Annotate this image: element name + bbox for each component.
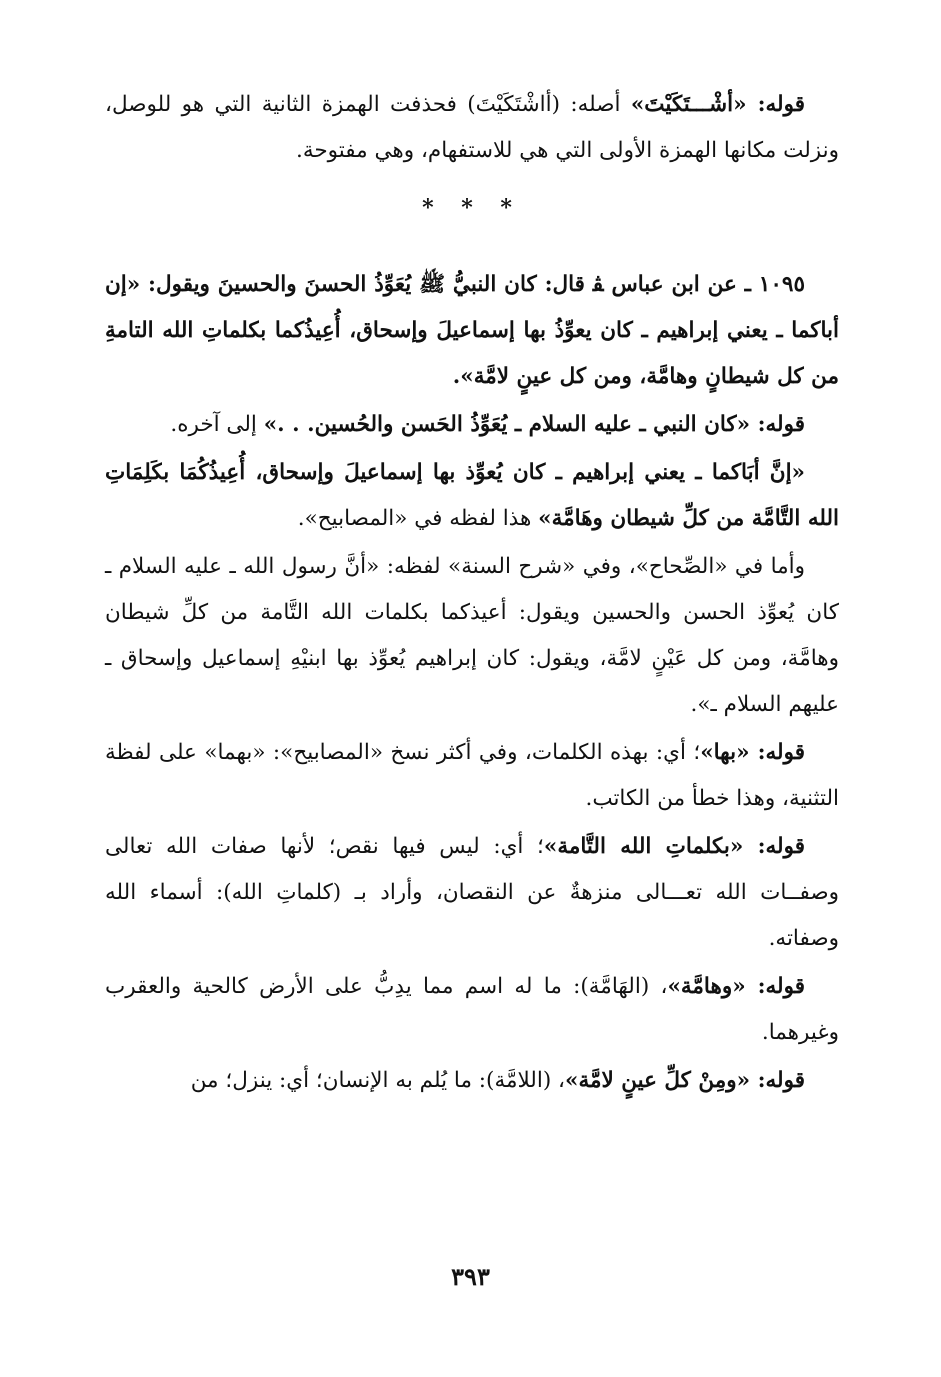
paragraph-3 <box>105 450 839 542</box>
hadith-bold-text: ١٠٩٥ ـ عن ابن عباس ﭭ قال: كان النبيُّ ﷺ يُعَوِّذُ الحسنَ والحسينَ ويقول: «إن أباكما ـ يعني إبراهيم ـ كان يعوِّذُ بها إسماعيلَ وإسحاق، أُعِيذُكما بكلماتِ الله التامةِ من كل شيطانٍ وهامَّة، ومن كل عينٍ لامَّة». <box>105 272 839 389</box>
paragraph-6-text: ؛ أي: ليس فيها نقص؛ لأنها صفات الله تعالى وصفــات الله تعـــالى منزهةٌ عن النقصان، وأراد بـ (كلماتِ الله): أسماء الله وصفاته. <box>105 834 839 951</box>
paragraph-6-lead: قوله: «بكلماتِ الله التَّامة» <box>543 834 805 859</box>
hadith-text <box>105 262 839 400</box>
paragraph-2-lead: قوله: «كان النبي ـ عليه السلام ـ يُعَوِّذُ الحَسن والحُسين. . .» <box>263 412 805 437</box>
section-separator: * * * <box>422 195 522 221</box>
paragraph-3-quote: «إنَّ أبَاكما ـ يعني إبراهيم ـ كان يُعوِّذ بها إسماعيلَ وإسحاق، أُعِيذُكُمَا بكَلِمَاتِ الله التَّامَّة من كلِّ شيطان وهَامَّة» <box>105 460 839 531</box>
paragraph-7-lead: قوله: «وهامَّة» <box>667 974 805 999</box>
paragraph-1-lead: قوله: «أشْـــتَكَيْتَ» <box>630 92 805 117</box>
paragraph-5-lead: قوله: «بها» <box>700 740 805 765</box>
paragraph-7 <box>105 964 839 1056</box>
paragraph-3-text: هذا لفظه في «المصابيح». <box>297 506 539 531</box>
paragraph-1-text: أصله: (أاشْتَكَيْتَ) فحذفت الهمزة الثانية التي هو للوصل، ونزلت مكانها الهمزة الأولى التي هي للاستفهام، وهي مفتوحة. <box>105 92 839 163</box>
paragraph-8 <box>105 1058 839 1104</box>
paragraph-8-text: ، (اللامَّة): ما يُلم به الإنسان؛ أي: ينزل؛ من <box>190 1068 565 1093</box>
paragraph-5 <box>105 730 839 822</box>
paragraph-8-lead: قوله: «ومِنْ كلِّ عينٍ لامَّة» <box>565 1068 805 1093</box>
paragraph-4: وأما في «الصِّحاح»، وفي «شرح السنة» لفظه: «أنَّ رسول الله ـ عليه السلام ـ كان يُعوِّذ الحسن والحسين ويقول: أعيذكما بكلمات الله التَّامة من كلِّ شيطان وهامَّة، ومن كل عَيْنٍ لامَّة، ويقول: كان إبراهيم يُعوِّذ بها ابنيْهِ إسماعيل وإسحاق ـ عليهم السلام ـ». <box>105 554 839 717</box>
paragraph-2 <box>105 402 839 448</box>
paragraph-1 <box>105 82 839 174</box>
paragraph-7-text: ، (الهَامَّة): ما له اسم مما يدِبُّ على الأرض كالحية والعقرب وغيرهما. <box>105 974 839 1045</box>
paragraph-2-text: إلى آخره. <box>170 412 264 437</box>
page-body <box>105 82 839 1104</box>
paragraph-5-text: ؛ أي: بهذه الكلمات، وفي أكثر نسخ «المصابيح»: «بهما» على لفظة التثنية، وهذا خطأ من الكاتب. <box>105 740 839 811</box>
paragraph-6 <box>105 824 839 962</box>
page-number: ٣٩٣ <box>451 1262 490 1291</box>
